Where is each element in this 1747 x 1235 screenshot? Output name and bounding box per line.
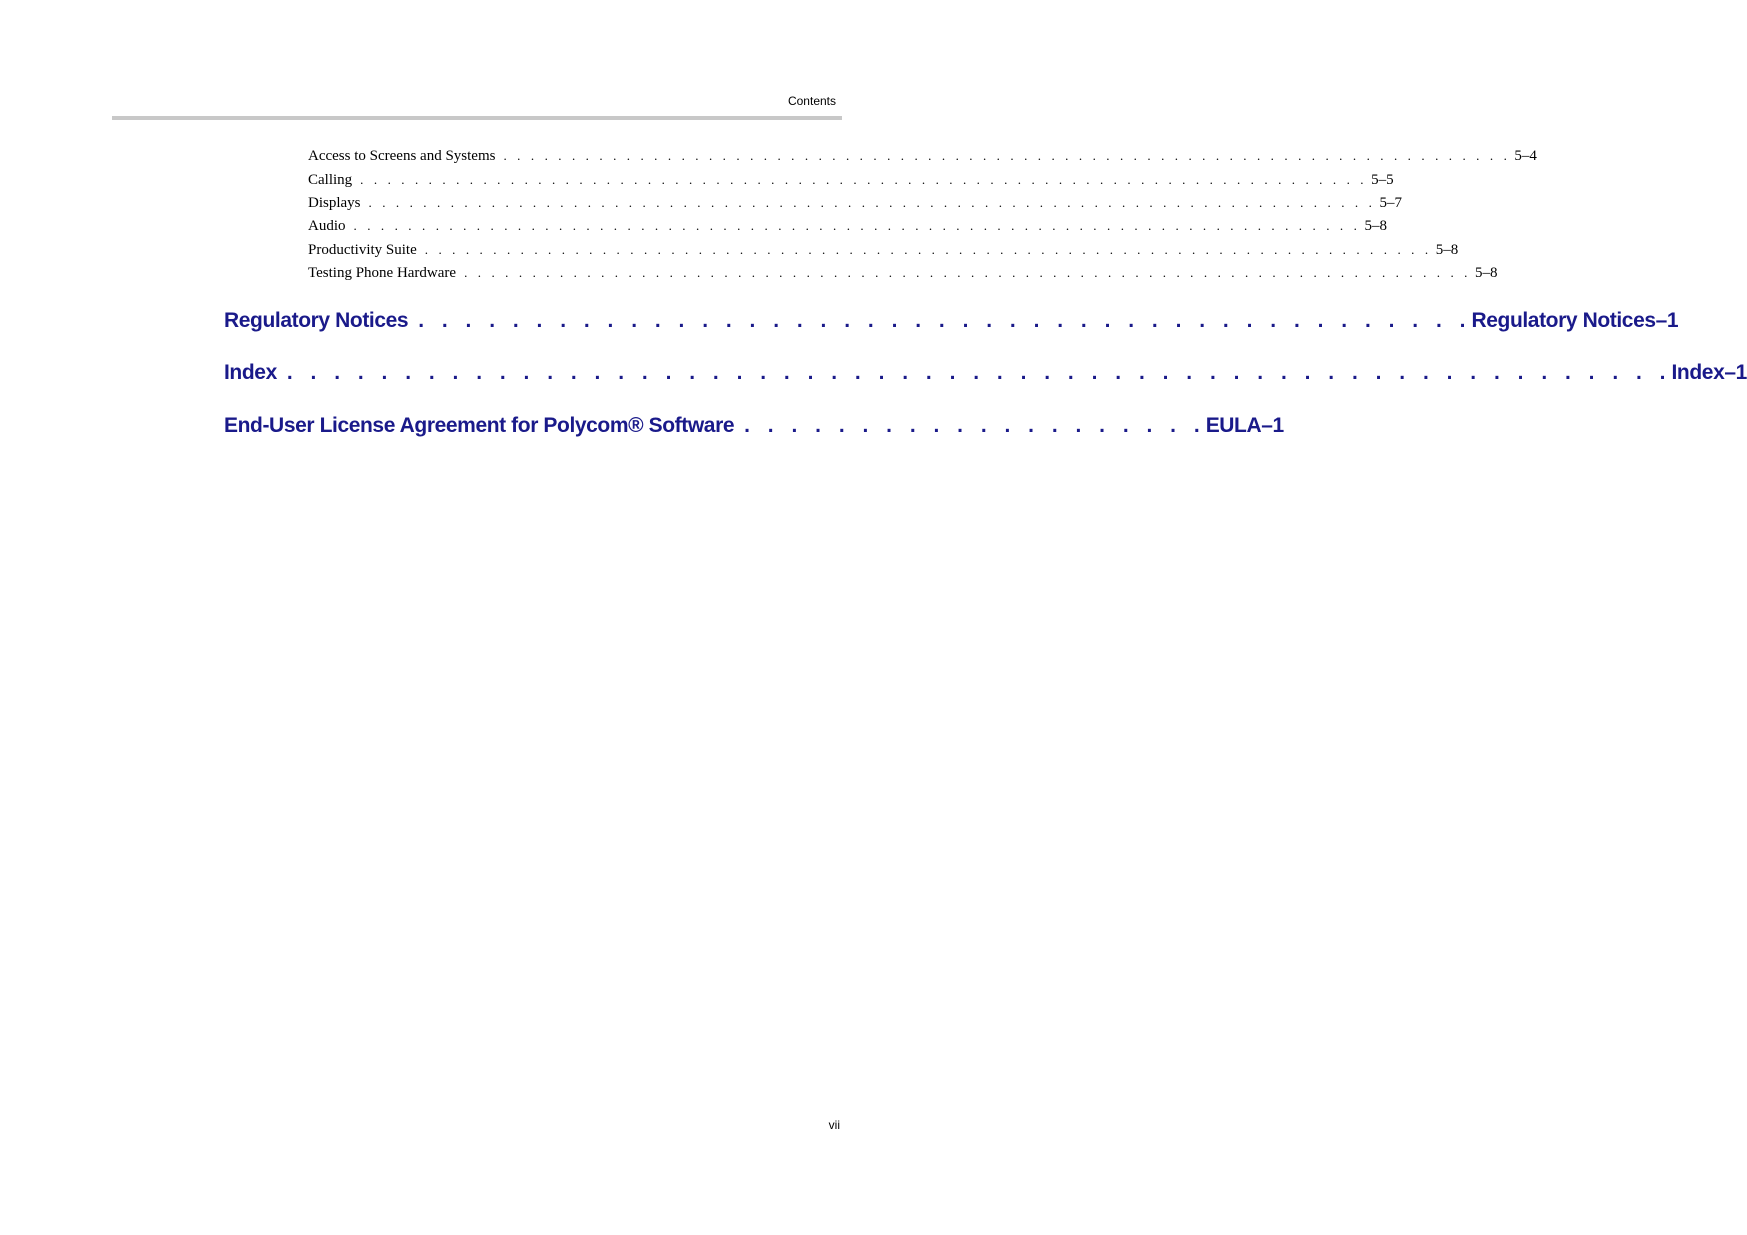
toc-leader-dots: . . . . . . . . . . . . . . . . . . . . . . . . . . . . . . . . . . . . . . . . . . . . . . . . . . . . . . . . . . . . . . . . . . . . . . . . . .: [503, 148, 1511, 163]
toc-main-entry-eula[interactable]: [224, 414, 1284, 446]
toc-leader-dots: . . . . . . . . . . . . . . . . . . . . . . . . . . . . . . . . . . . . . . . . . . . . . . . . . . . . . . . . . . . . . . . . . . . . . . . . . .: [464, 265, 1472, 280]
toc-sub-entry[interactable]: [308, 172, 1394, 194]
toc-entry-page: 5–7: [1379, 195, 1402, 211]
toc-entry-label: Audio: [308, 218, 346, 234]
toc-entry-page: 5–5: [1371, 172, 1394, 188]
header-rule: [112, 116, 842, 120]
toc-entry-page: 5–8: [1364, 218, 1387, 234]
toc-entry-label: Displays: [308, 195, 361, 211]
toc-sub-entry[interactable]: [308, 148, 1537, 170]
toc-leader-dots: . . . . . . . . . . . . . . . . . . . . . . . . . . . . . . . . . . . . . . . . . . . . . . . . . . . . . . . . . . . . . . . . . . . . . . . . . .: [360, 172, 1368, 187]
toc-entry-page: 5–4: [1514, 148, 1537, 164]
toc-leader-dots: . . . . . . . . . . . . . . . . . . . . . . . . . . . . . . . . . . . . . . . . . . . . . . . . . . . . . . . . . . . . . . . . . . . . . . . . . .: [353, 218, 1361, 233]
toc-main-entry-regulatory-notices[interactable]: [224, 309, 1679, 341]
toc-sub-entry[interactable]: [308, 265, 1498, 287]
toc-leader-dots: . . . . . . . . . . . . . . . . . . . . . . . . . . . . . . . . . . . . . . . . . . . . . . . . . . . . . . . . . . . . . . . . . . . . . . . . . .: [368, 195, 1376, 210]
toc-entry-label: Access to Screens and Systems: [308, 148, 496, 164]
toc-sub-entry[interactable]: [308, 242, 1459, 264]
toc-entry-label: Testing Phone Hardware: [308, 265, 457, 281]
page-number: vii: [828, 1118, 840, 1132]
toc-entry-label: Regulatory Notices: [224, 309, 409, 332]
toc-sub-entry[interactable]: [308, 218, 1387, 240]
running-head: Contents: [787, 94, 836, 108]
toc-entry-page: EULA–1: [1205, 414, 1284, 437]
toc-entry-page: Regulatory Notices–1: [1471, 309, 1679, 332]
toc-leader-dots: . . . . . . . . . . . . . . . . . . . . . . . . . . . . . . . . . . . . . . . . . . . . . . . . . . . . . . . . . . .: [286, 361, 1672, 384]
toc-sub-entry[interactable]: [308, 195, 1402, 217]
toc-entry-label: Productivity Suite: [308, 242, 417, 258]
toc-entry-label: Calling: [308, 172, 353, 188]
toc-main-entry-index[interactable]: [224, 361, 1747, 393]
toc-entry-label: End-User License Agreement for Polycom® Software: [224, 414, 735, 437]
toc-leader-dots: . . . . . . . . . . . . . . . . . . . . . . . . . . . . . . . . . . . . . . . . . . . . . . . . . . . . . . . . . . . . . . . . . . . . . . . . . .: [424, 242, 1432, 257]
toc-leader-dots: . . . . . . . . . . . . . . . . . . . .: [744, 414, 1206, 437]
toc-entry-page: 5–8: [1475, 265, 1498, 281]
toc-entry-page: 5–8: [1435, 242, 1459, 258]
toc-entry-label: Index: [224, 361, 277, 384]
toc-leader-dots: . . . . . . . . . . . . . . . . . . . . . . . . . . . . . . . . . . . . . . . . . . . . .: [418, 309, 1472, 332]
toc-entry-page: Index–1: [1671, 361, 1747, 384]
